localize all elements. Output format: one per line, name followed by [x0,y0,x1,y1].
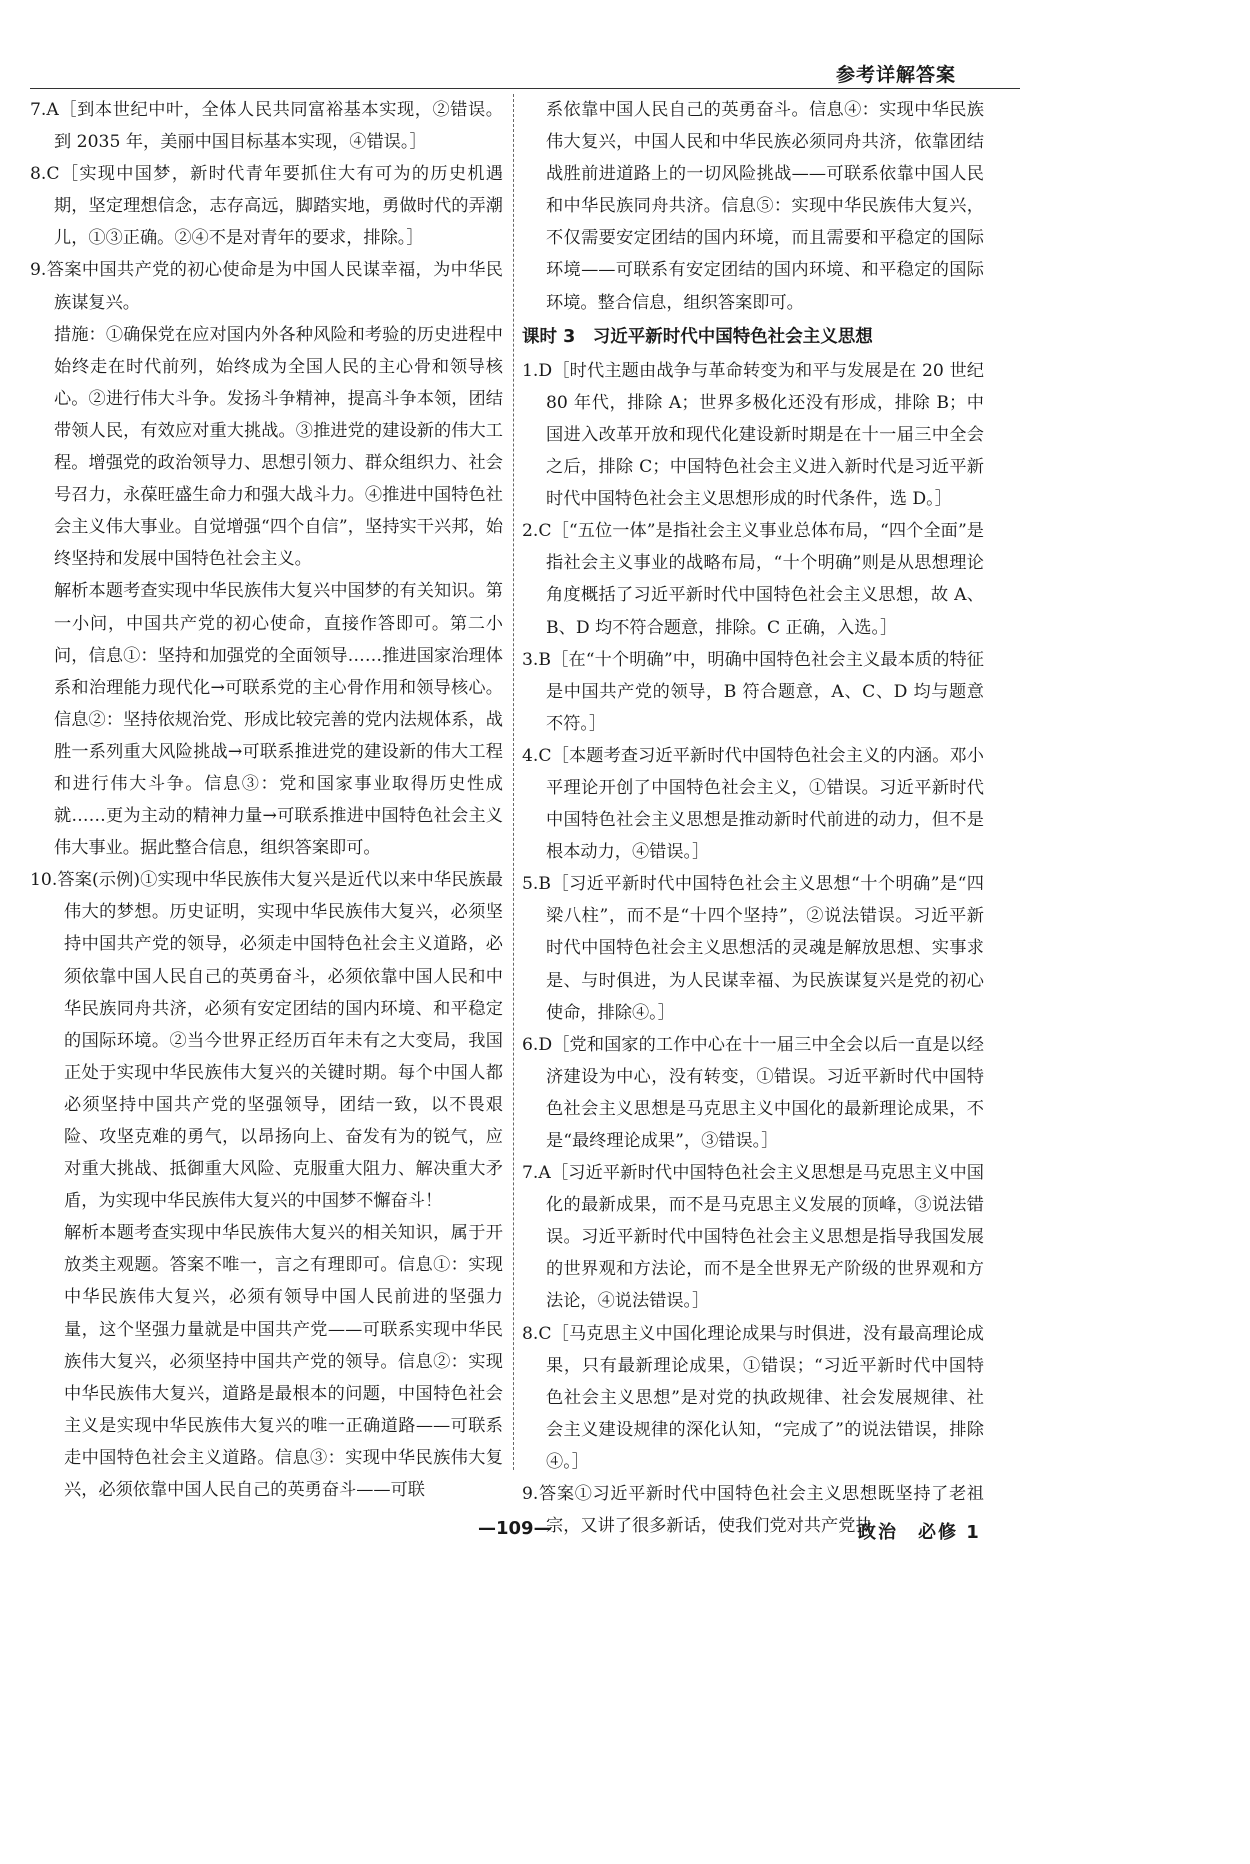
column-divider [513,94,514,1470]
answer-item [30,94,503,158]
answer-text: 中国共产党的初心使命是为中国人民谋幸福，为中华民族谋复兴。 [54,260,503,313]
answer-text: 措施：①确保党在应对国内外各种风险和考验的历史进程中始终走在时代前列，始终成为全国人民的主心骨和领导核心。②进行伟大斗争。发扬斗争精神，提高斗争本领，团结带领人民，有效应对重大挑战。③推进党的建设新的伟大工程。增强党的政治领导力、思想引领力、群众组织力、社会号召力，永葆旺盛生命力和强大战斗力。④推进中国特色社会主义伟大事业。自觉增强“四个自信”，坚持实干兴邦，始终坚持和发展中国特色社会主义。 [54,324,503,570]
answer-label: 解析 [64,1223,100,1244]
answer-text: ［党和国家的工作中心在十一届三中全会以后一直是以经济建设为中心，没有转变，①错误。习近平新时代中国特色社会主义思想是马克思主义中国化的最新理论成果，不是“最终理论成果”，③错误。］ [546,1034,984,1151]
answer-text: ［“五位一体”是指社会主义事业总体布局，“四个全面”是指社会主义事业的战略布局，“十个明确”则是从思想理论角度概括了习近平新时代中国特色社会主义思想，故 A、B、D 均不符合题意，排除。C 正确，入选。］ [546,521,984,638]
answer-item [30,575,503,864]
answer-text: ［本题考查习近平新时代中国特色社会主义的内涵。邓小平理论开创了中国特色社会主义，①错误。习近平新时代中国特色社会主义思想是推动新时代前进的动力，但不是根本动力，④错误。］ [546,745,984,863]
answer-label: 1.D [522,360,553,381]
answer-text: (示例)①实现中华民族伟大复兴是近代以来中华民族最伟大的梦想。历史证明，实现中华民族伟大复兴，必须坚持中国共产党的领导，必须走中国特色社会主义道路，必须依靠中国人民自己的英勇奋斗，必须依靠中国人民和中华民族同舟共济，必须有安定团结的国内环境、和平稳定的国际环境。②当今世界正经历百年未有之大变局，我国正处于实现中华民族伟大复兴的关键时期。每个中国人都必须坚持中国共产党的坚强领导，团结一致，以不畏艰险、攻坚克难的勇气，以昂扬向上、奋发有为的锐气，应对重大挑战、抵御重大风险、克服重大阻力、解决重大矛盾，为实现中华民族伟大复兴的中国梦不懈奋斗！ [64,870,503,1212]
answer-item [522,1318,984,1478]
answer-item [30,1217,503,1506]
answer-item [522,1157,984,1317]
left-column [30,94,503,1506]
answer-item [522,355,984,515]
answer-text: ［实现中国梦，新时代青年要抓住大有可为的历史机遇期，坚定理想信念，志存高远，脚踏实地，勇做时代的弄潮儿，①③正确。②④不是对青年的要求，排除。］ [54,164,503,249]
answer-text: ［到本世纪中叶，全体人民共同富裕基本实现，②错误。到 2035 年，美丽中国目标基本实现，④错误。］ [54,100,503,153]
answer-item [522,515,984,643]
answer-label: 7.A [522,1163,551,1184]
answer-label: 5.B [522,874,552,895]
answer-item [522,1029,984,1157]
answer-label: 2.C [522,521,552,542]
answer-item [522,740,984,868]
answer-label: 7.A [30,100,59,120]
answer-item [522,868,984,1028]
answer-text: ［习近平新时代中国特色社会主义思想“十个明确”是“四梁八柱”，而不是“十四个坚持”，②说法错误。习近平新时代中国特色社会主义思想活的灵魂是解放思想、实事求是、与时俱进，为人民谋幸福、为民族谋复兴是党的初心使命，排除④。］ [546,874,984,1023]
answer-label: 解析 [54,581,89,602]
answer-label: 6.D [522,1034,553,1055]
right-column [522,94,984,1542]
answer-text: ［马克思主义中国化理论成果与时俱进，没有最高理论成果，只有最新理论成果，①错误；“习近平新时代中国特色社会主义思想”是对党的执政规律、社会发展规律、社会主义建设规律的深化认知，“完成了”的说法错误，排除④。］ [546,1323,984,1472]
answer-item [30,864,503,1217]
answer-label: 10.答案 [30,870,92,891]
answer-text: ①习近平新时代中国特色社会主义思想既坚持了老祖宗，又讲了很多新话，使我们党对共产党执 [546,1484,984,1537]
subject-label: 政治 必修 1 [858,1522,981,1543]
answer-label: 3.B [522,649,552,670]
answer-label: 4.C [522,745,552,766]
answer-item [30,158,503,254]
answer-item [30,254,503,318]
header-rule [30,88,1020,89]
answer-text: 本题考查实现中华民族伟大复兴的相关知识，属于开放类主观题。答案不唯一，言之有理即可。信息①：实现中华民族伟大复兴，必须有领导中国人民前进的坚强力量，这个坚强力量就是中国共产党——可联系实现中华民族伟大复兴，必须坚持中国共产党的领导。信息②：实现中华民族伟大复兴，道路是最根本的问题，中国特色社会主义是实现中华民族伟大复兴的唯一正确道路——可联系走中国特色社会主义道路。信息③：实现中华民族伟大复兴，必须依靠中国人民自己的英勇奋斗——可联 [64,1223,503,1501]
page-header-title: 参考详解答案 [835,64,956,86]
section-title: 课时 3 习近平新时代中国特色社会主义思想 [522,326,873,347]
page-number: —109— [478,1518,552,1539]
answer-text: ［习近平新时代中国特色社会主义思想是马克思主义中国化的最新成果，而不是马克思主义发展的顶峰，③说法错误。习近平新时代中国特色社会主义思想是指导我国发展的世界观和方法论，而不是全世界无产阶级的世界观和方法论，④说法错误。］ [546,1163,984,1312]
answer-text: ［时代主题由战争与革命转变为和平与发展是在 20 世纪 80 年代，排除 A；世界多极化还没有形成，排除 B；中国进入改革开放和现代化建设新时期是在十一届三中全会之后，排除 C；中国特色社会主义进入新时代是习近平新时代中国特色社会主义思想形成的时代条件，选 D。］ [546,360,984,510]
answer-label: 8.C [522,1323,552,1344]
answer-item [30,319,503,576]
answer-text: ［在“十个明确”中，明确中国特色社会主义最本质的特征是中国共产党的领导，B 符合题意，A、C、D 均与题意不符。］ [546,649,984,734]
answer-label: 9.答案 [522,1484,575,1505]
continued-answer-text: 系依靠中国人民自己的英勇奋斗。信息④：实现中华民族伟大复兴，中国人民和中华民族必须同舟共济，依靠团结战胜前进道路上的一切风险挑战——可联系依靠中国人民和中华民族同舟共济。信息⑤：实现中华民族伟大复兴，不仅需要安定团结的国内环境，而且需要和平稳定的国际环境——可联系有安定团结的国内环境、和平稳定的国际环境。整合信息，组织答案即可。 [546,100,984,313]
answer-label: 8.C [30,164,60,185]
answer-item [522,644,984,740]
answer-label: 9.答案 [30,260,82,281]
answer-text: 本题考查实现中华民族伟大复兴中国梦的有关知识。第一小问，中国共产党的初心使命，直接作答即可。第二小问，信息①：坚持和加强党的全面领导……推进国家治理体系和治理能力现代化→可联系党的主心骨作用和领导核心。信息②：坚持依规治党、形成比较完善的党内法规体系，战胜一系列重大风险挑战→可联系推进党的建设新的伟大工程和进行伟大斗争。信息③：党和国家事业取得历史性成就……更为主动的精神力量→可联系推进中国特色社会主义伟大事业。据此整合信息，组织答案即可。 [54,581,503,859]
